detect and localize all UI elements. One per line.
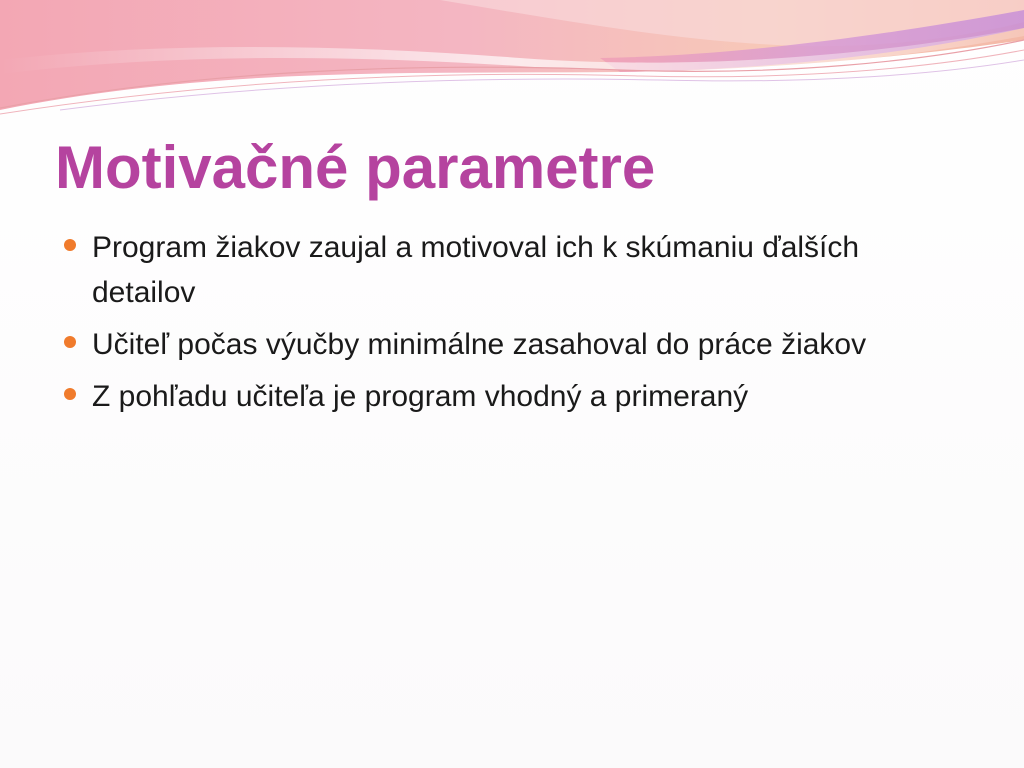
- bullet-item: [64, 374, 954, 419]
- bullet-list: [64, 225, 954, 426]
- slide-title: Motivačné parametre: [55, 134, 656, 201]
- bullet-item: [64, 225, 954, 315]
- circle-bullet-icon: [64, 239, 76, 251]
- circle-bullet-icon: [64, 336, 76, 348]
- circle-bullet-icon: [64, 388, 76, 400]
- bullet-item: [64, 322, 954, 367]
- bullet-text: Program žiakov zaujal a motivoval ich k skúmaniu ďalších detailov: [92, 231, 860, 309]
- decorative-wave-banner: [0, 0, 1024, 140]
- bullet-text: Učiteľ počas výučby minimálne zasahoval do práce žiakov: [92, 328, 867, 361]
- bullet-text: Z pohľadu učiteľa je program vhodný a primeraný: [92, 380, 749, 413]
